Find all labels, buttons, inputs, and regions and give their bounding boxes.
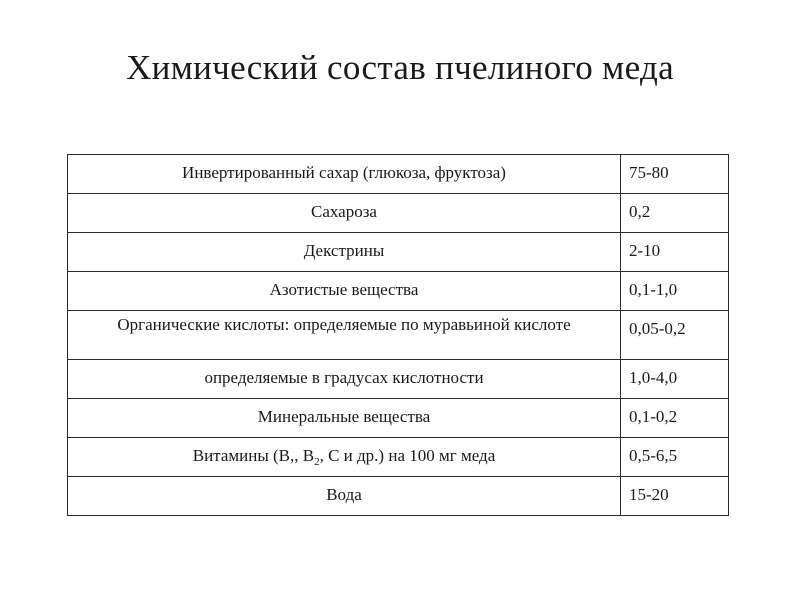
component-value: 1,0-4,0 [621,360,729,399]
component-name: Минеральные вещества [68,399,621,438]
table-row [68,311,729,360]
component-value: 0,1-0,2 [621,399,729,438]
component-name: Декстрины [68,233,621,272]
component-name: Азотистые вещества [68,272,621,311]
component-name: Сахароза [68,194,621,233]
component-name: Вода [68,477,621,516]
table-row [68,233,729,272]
slide-title: Химический состав пчелиного меда [126,48,674,87]
table-row [68,399,729,438]
table-row [68,194,729,233]
component-value: 0,5-6,5 [621,438,729,477]
component-value: 0,05-0,2 [621,311,729,360]
table-row [68,360,729,399]
table-row [68,155,729,194]
component-value: 0,2 [621,194,729,233]
component-value: 15-20 [621,477,729,516]
vitamins-label-start: Витамины (В,, В [192,446,315,465]
table-row [68,438,729,477]
component-value: 75-80 [621,155,729,194]
component-value: 2-10 [621,233,729,272]
component-name: Органические кислоты: определяемые по муравьиной кислоте [68,311,621,360]
component-name: определяемые в градусах кислотности [68,360,621,399]
component-name [68,438,621,477]
component-name: Инвертированный сахар (глюкоза, фруктоза) [68,155,621,194]
vitamins-label-end: , С и др.) на 100 мг меда [319,446,496,465]
table-row [68,272,729,311]
table-row [68,477,729,516]
composition-table [67,154,729,516]
component-value: 0,1-1,0 [621,272,729,311]
vitamin-b-subscript: 2 [314,456,320,468]
